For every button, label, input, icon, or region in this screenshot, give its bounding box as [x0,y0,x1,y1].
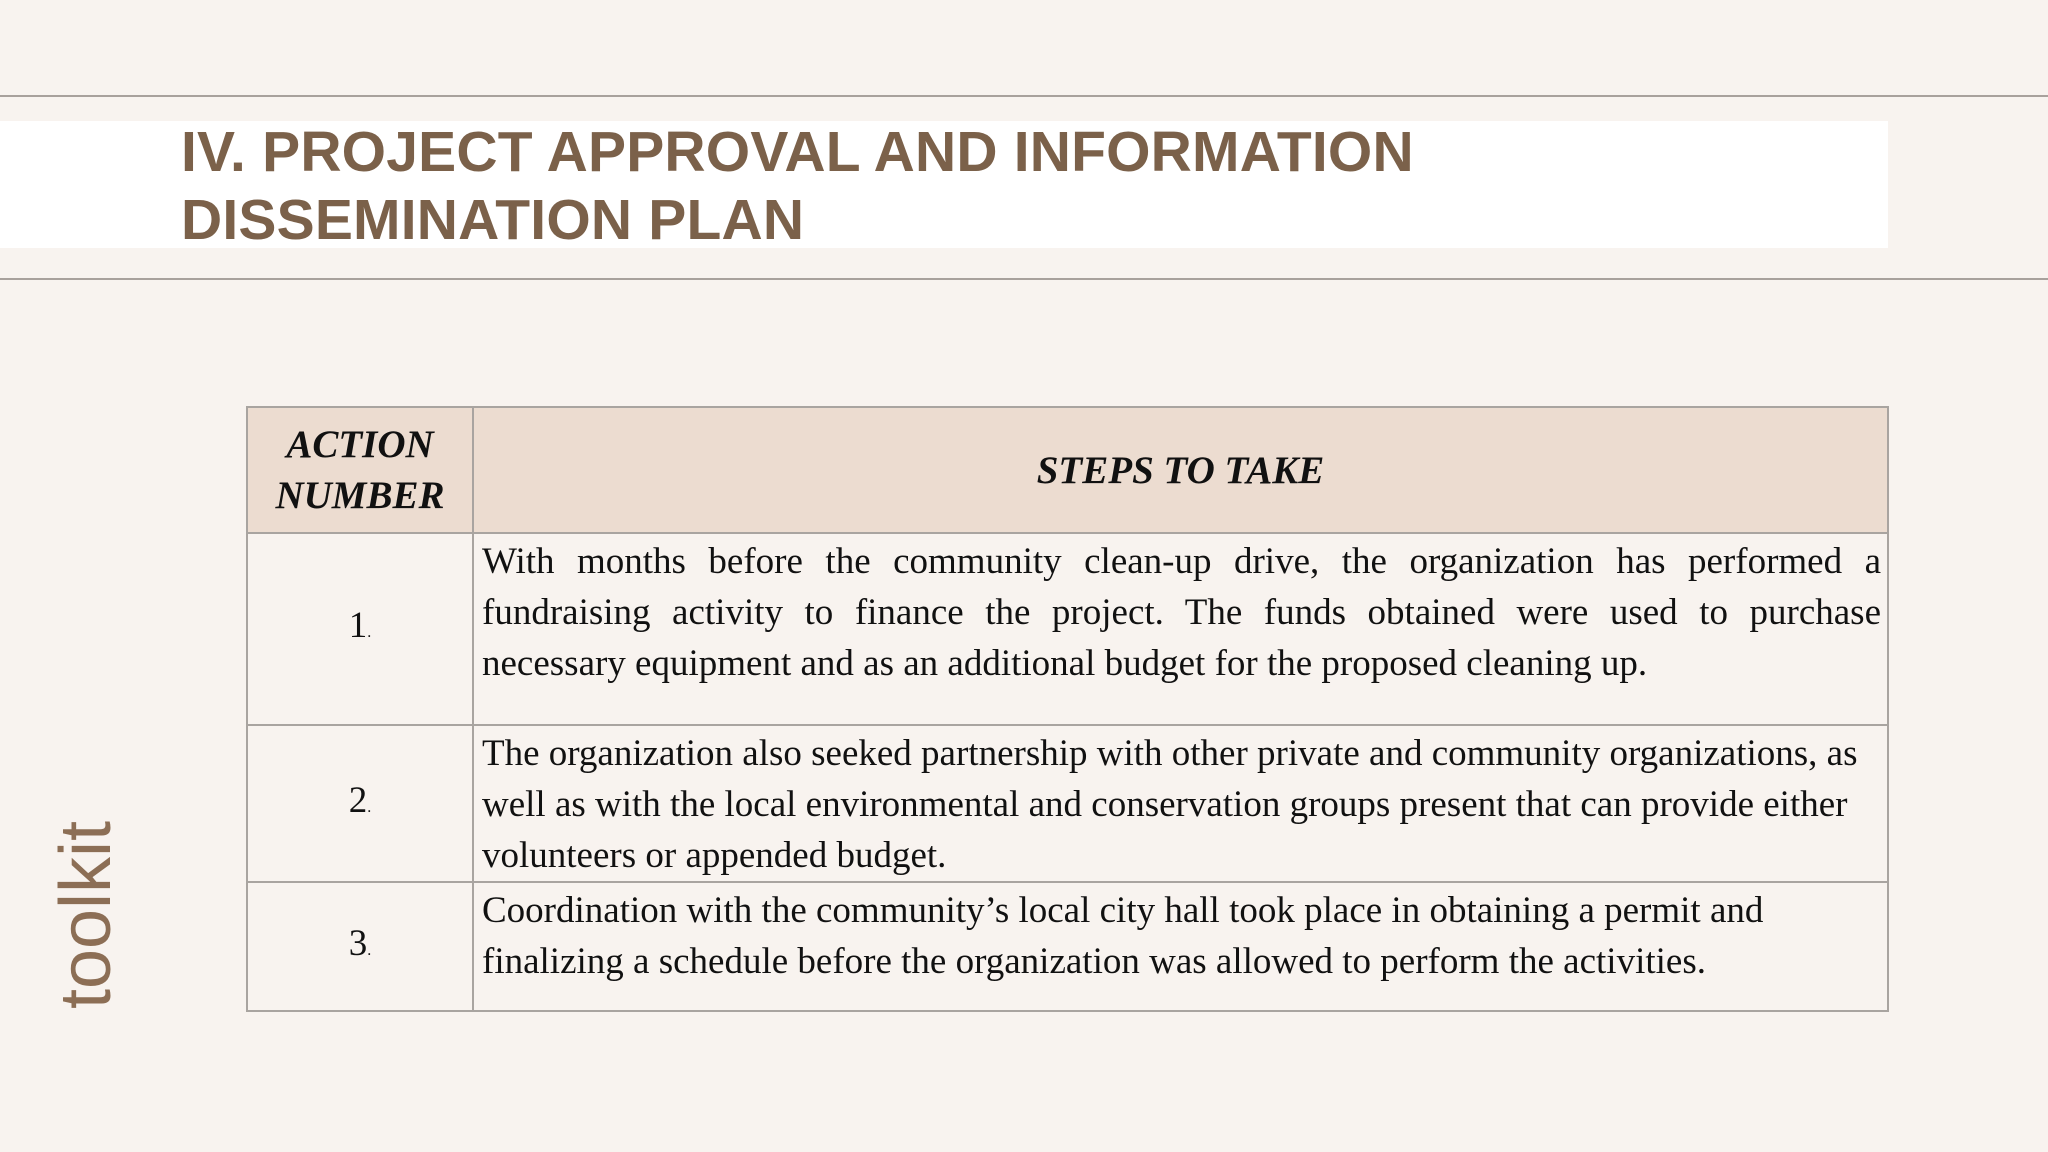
step-text-cell [473,882,1888,1011]
table-body [247,533,1888,1011]
table-header [247,407,1888,533]
table-row [247,533,1888,725]
page-title: IV. PROJECT APPROVAL AND INFORMATION DISSEMINATION PLAN [181,120,1414,252]
header-action-number-label: ACTION NUMBER [275,423,445,517]
step-text-cell [473,533,1888,725]
table-row [247,725,1888,882]
top-divider [0,95,2048,97]
step-text: Coordination with the community’s local city hall took place in obtaining a permit and finalizing a schedule before the organization was allowed to perform the activities. [482,890,1764,982]
header-steps-label: STEPS TO TAKE [1036,448,1325,492]
action-number: 1 [348,605,368,646]
action-number: 3 [348,922,368,964]
table-row [247,882,1888,1011]
step-text-cell [473,725,1888,882]
action-number-dot: . [367,798,372,816]
step-text: The organization also seeked partnership with other private and community organizations, as well as with the local environmental and conservation groups present that can provide either volunteers or appended budget. [482,733,1858,876]
header-row [247,407,1888,533]
step-text: With months before the community clean-up drive, the organization has performed a fundraising activity to finance the project. The funds obtained were used to purchase necessary equipment and as an additional budget for the proposed cleaning up. [482,541,1881,684]
bottom-divider [0,278,2048,280]
header-action-number [247,407,473,533]
header-steps [473,407,1888,533]
action-number-cell [247,725,473,882]
action-number: 2 [348,779,368,821]
steps-table [246,406,1889,1012]
action-number-dot: . [367,941,372,959]
action-number-cell [247,882,473,1011]
action-number-dot: . [367,624,372,641]
action-number-cell [247,533,473,725]
side-label: toolkit [46,820,126,1010]
